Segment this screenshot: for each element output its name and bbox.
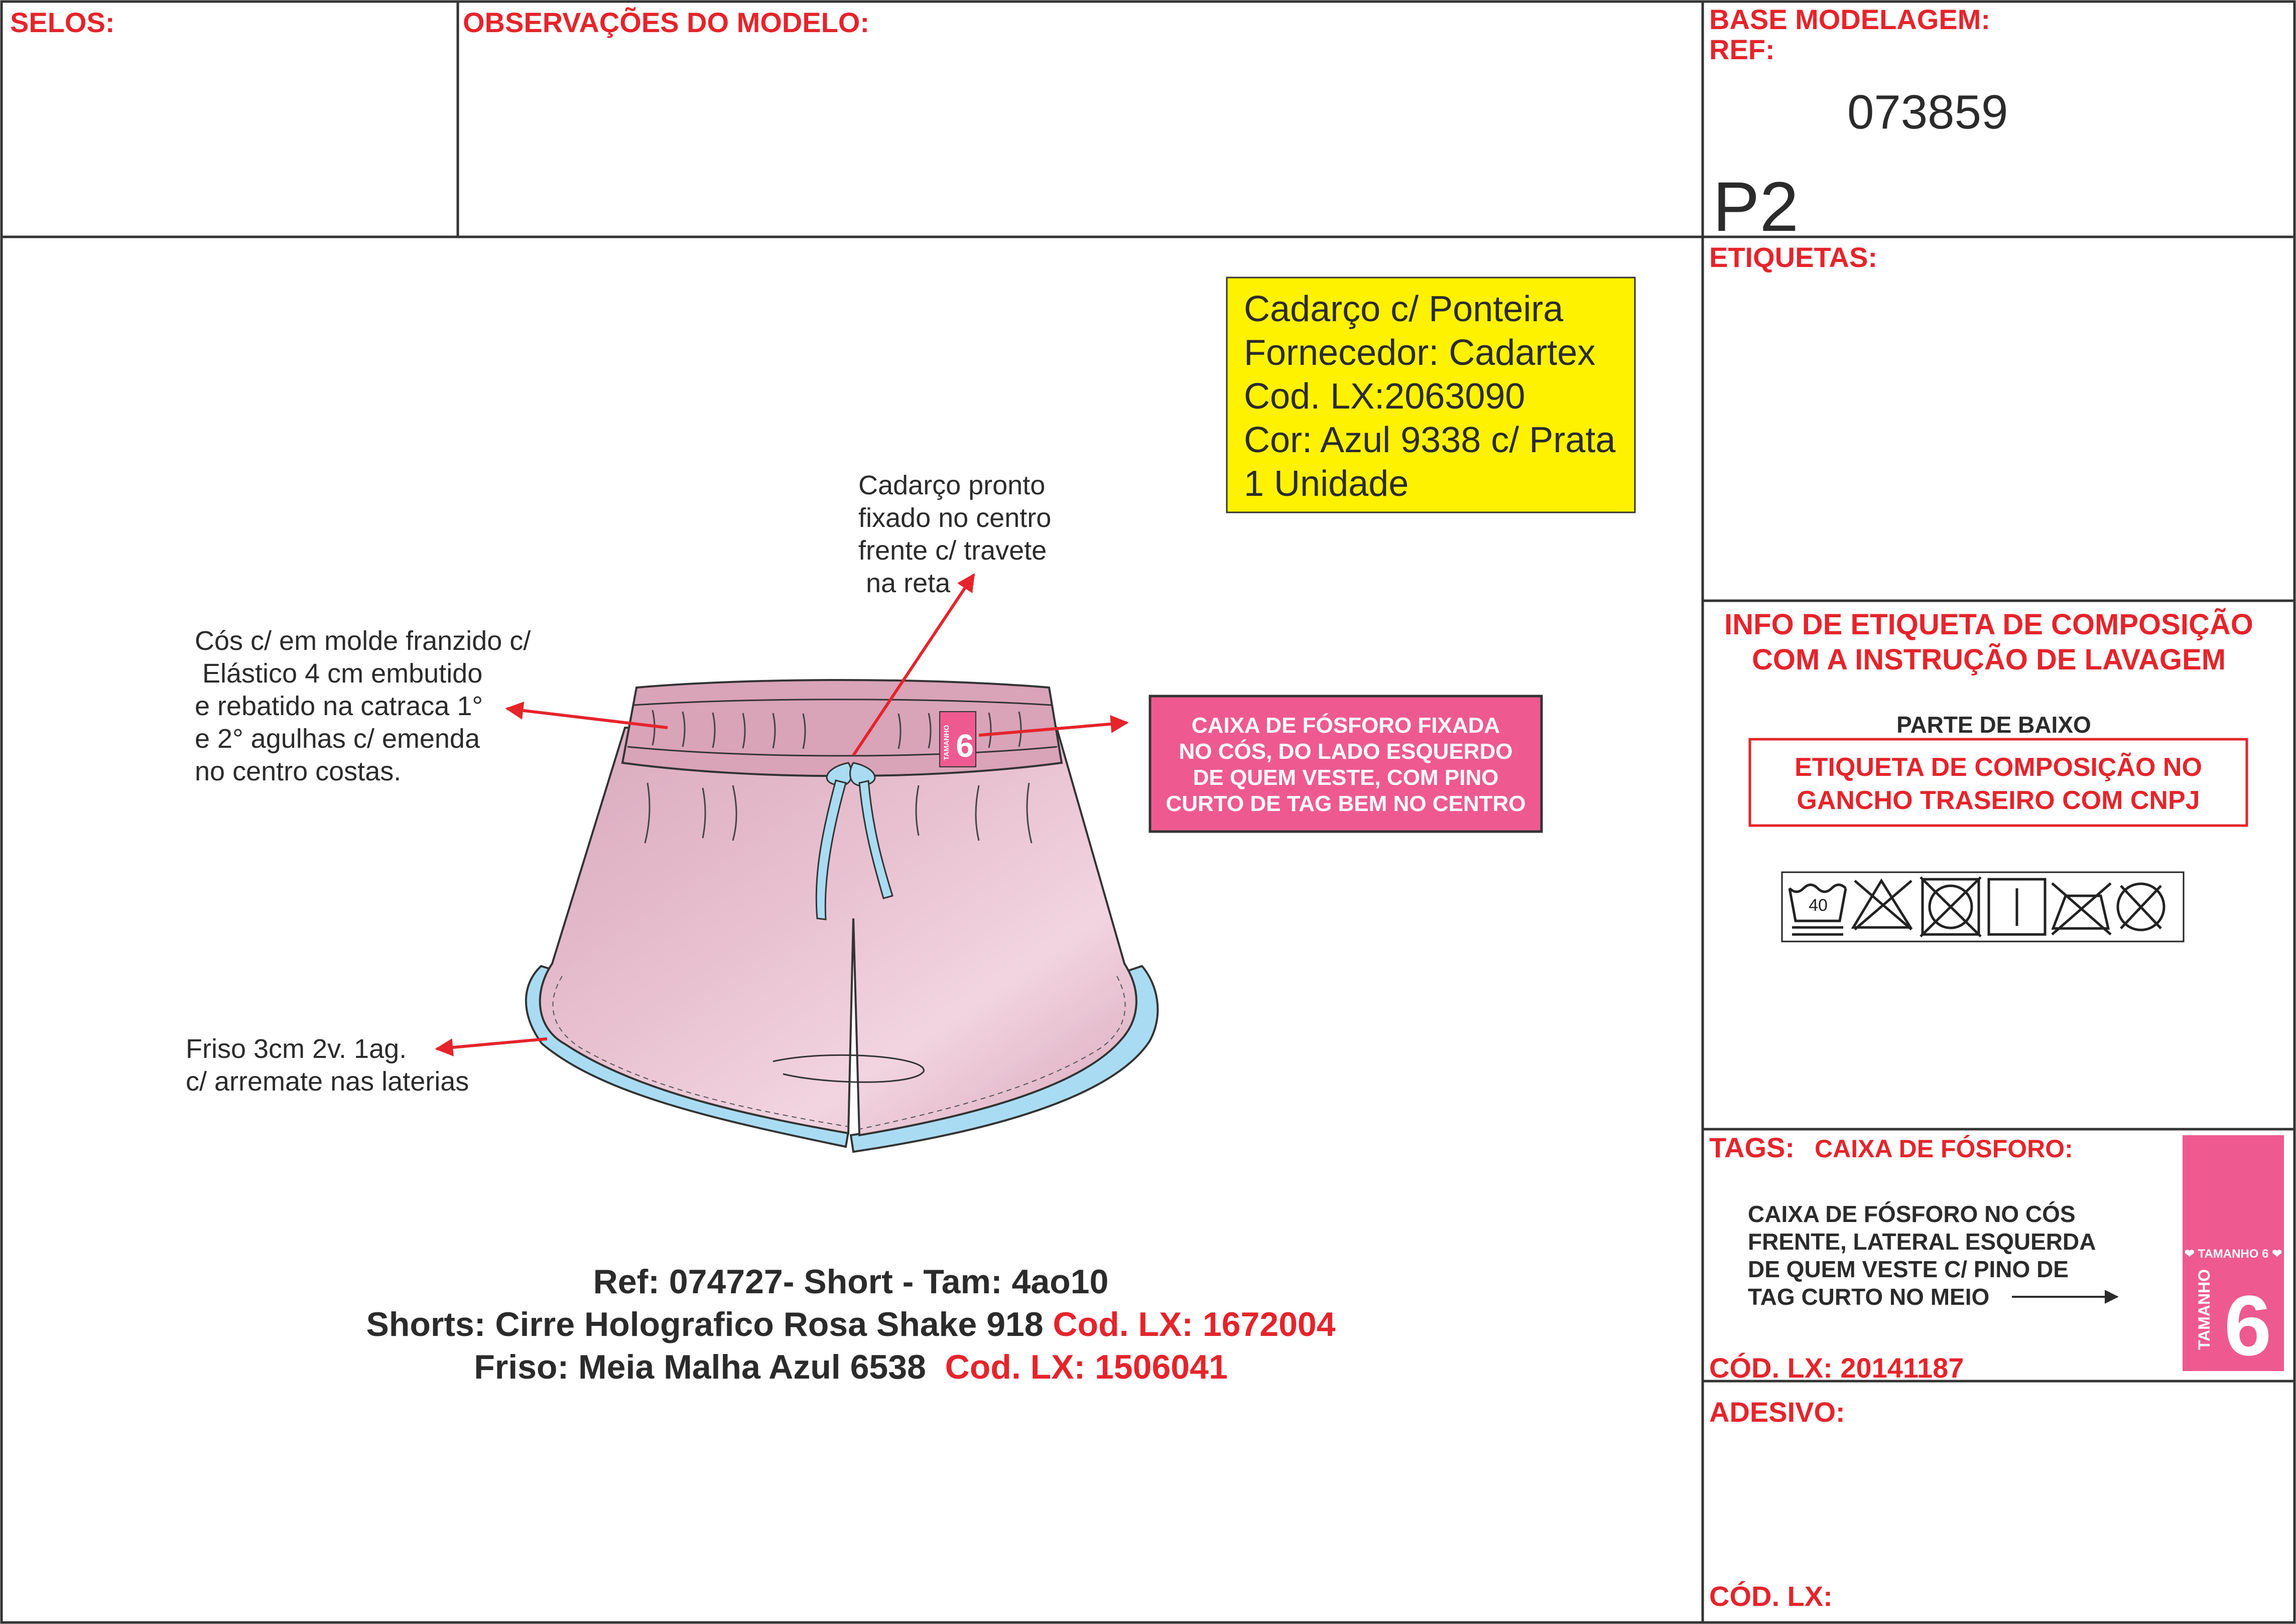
cos-note-line3: e rebatido na catraca 1° xyxy=(195,691,483,721)
yellow-note-line3: Cod. LX:2063090 xyxy=(1244,376,1525,417)
pink-note-line1: CAIXA DE FÓSFORO FIXADA xyxy=(1191,713,1500,738)
title-line3-material: Friso: Meia Malha Azul 6538 xyxy=(474,1348,945,1386)
cos-note-line2: Elástico 4 cm embutido xyxy=(195,658,483,689)
tag-text-line4: TAG CURTO NO MEIO xyxy=(1748,1284,1990,1310)
size-tag-card xyxy=(2183,1135,2284,1374)
info-title-line1: INFO DE ETIQUETA DE COMPOSIÇÃO xyxy=(1724,608,2253,641)
line-dry-icon xyxy=(1989,879,2045,934)
size-value: P2 xyxy=(1713,167,1799,246)
cadarco-note-line4: na reta xyxy=(858,568,951,598)
caixa-label: CAIXA DE FÓSFORO: xyxy=(1815,1135,2073,1163)
friso-note-line2: c/ arremate nas laterias xyxy=(186,1066,469,1097)
friso-note-line1: Friso 3cm 2v. 1ag. xyxy=(186,1034,407,1064)
composicao-line1: ETIQUETA DE COMPOSIÇÃO NO xyxy=(1795,753,2202,782)
tag-text-line3: DE QUEM VESTE C/ PINO DE xyxy=(1748,1256,2069,1282)
title-line2 xyxy=(366,1305,1335,1343)
cos-note-line1: Cós c/ em molde franzido c/ xyxy=(195,626,531,656)
waist-tag-number: 6 xyxy=(956,728,974,764)
parte-de-baixo: PARTE DE BAIXO xyxy=(1896,712,2091,738)
pink-note-line4: CURTO DE TAG BEM NO CENTRO xyxy=(1166,791,1526,816)
title-line3 xyxy=(474,1348,1228,1386)
tag-card-side: TAMANHO xyxy=(2195,1269,2213,1350)
tag-card-small: ❤ TAMANHO 6 ❤ xyxy=(2184,1247,2282,1261)
yellow-note-line1: Cadarço c/ Ponteira xyxy=(1244,289,1564,329)
base-modelagem-label: BASE MODELAGEM: xyxy=(1709,4,1990,35)
title-line1: Ref: 074727- Short - Tam: 4ao10 xyxy=(593,1263,1109,1301)
composicao-line2: GANCHO TRASEIRO COM CNPJ xyxy=(1797,786,2200,815)
tag-text-line1: CAIXA DE FÓSFORO NO CÓS xyxy=(1748,1201,2076,1227)
pink-note-line2: NO CÓS, DO LADO ESQUERDO xyxy=(1179,739,1513,764)
tag-card-number: 6 xyxy=(2224,1278,2272,1374)
cadarco-note-line2: fixado no centro xyxy=(858,503,1052,533)
yellow-note-line5: 1 Unidade xyxy=(1244,464,1409,504)
cadarco-note-line3: frente c/ travete xyxy=(858,535,1047,566)
waist-tag-side: TAMANHO xyxy=(942,725,950,760)
yellow-note-line2: Fornecedor: Cadartex xyxy=(1244,333,1596,373)
observacoes-label: OBSERVAÇÕES DO MODELO: xyxy=(463,7,870,38)
care-symbols xyxy=(1782,872,2184,941)
no-iron-icon xyxy=(2052,883,2111,934)
wash-temp: 40 xyxy=(1809,896,1828,915)
cos-note-line4: e 2° agulhas c/ emenda xyxy=(195,724,480,754)
friso-arrow xyxy=(437,1039,547,1049)
no-dry-clean-icon xyxy=(2118,884,2164,930)
pink-note-line3: DE QUEM VESTE, COM PINO xyxy=(1193,765,1499,790)
adesivo-label: ADESIVO: xyxy=(1709,1396,1845,1428)
waistband xyxy=(622,680,1062,776)
tag-cod: CÓD. LX: 20141187 xyxy=(1709,1352,1964,1384)
ref-value: 073859 xyxy=(1847,85,2008,139)
title-line3-code: Cod. LX: 1506041 xyxy=(945,1348,1228,1386)
shorts-illustration xyxy=(526,680,1158,1152)
etiquetas-label: ETIQUETAS: xyxy=(1709,241,1877,273)
no-bleach-icon xyxy=(1853,881,1911,929)
tag-text-line2: FRENTE, LATERAL ESQUERDA xyxy=(1748,1229,2096,1255)
title-line2-code: Cod. LX: 1672004 xyxy=(1053,1305,1336,1343)
no-tumble-dry-icon xyxy=(1921,877,1981,936)
yellow-note-line4: Cor: Azul 9338 c/ Prata xyxy=(1244,420,1616,460)
info-title-line2: COM A INSTRUÇÃO DE LAVAGEM xyxy=(1751,643,2226,676)
cos-note-line5: no centro costas. xyxy=(195,756,402,786)
adesivo-cod: CÓD. LX: xyxy=(1709,1580,1833,1612)
selos-label: SELOS: xyxy=(10,7,115,38)
cadarco-note-line1: Cadarço pronto xyxy=(858,470,1046,500)
ref-label: REF: xyxy=(1709,34,1775,65)
title-line2-material: Shorts: Cirre Holografico Rosa Shake 918 xyxy=(366,1305,1053,1343)
tags-label: TAGS: xyxy=(1709,1132,1795,1163)
